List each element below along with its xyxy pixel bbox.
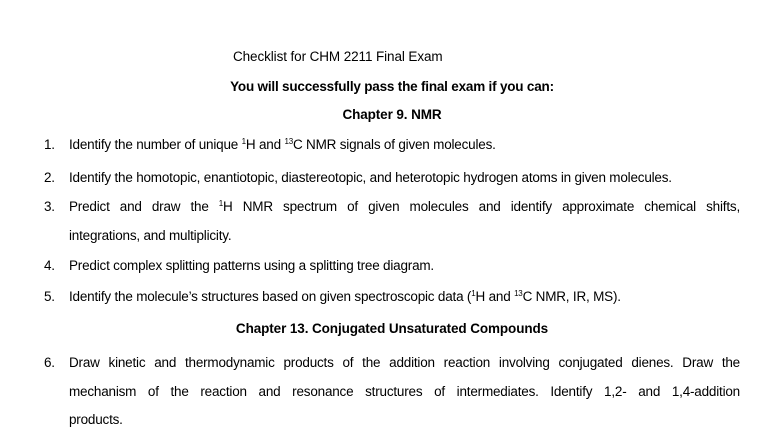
chapter-13-heading: Chapter 13. Conjugated Unsaturated Compounds [235,321,549,336]
item-text-line-2: mechanism of the reaction and resonance structures of intermediates. Identify 1,2- and 1,4-addition [69,384,740,399]
item-number: 6. [44,355,55,370]
document-subtitle: You will successfully pass the final exam if you can: [230,79,554,94]
item-number: 4. [44,258,55,273]
item-text-line-1: Predict and draw the $^1$H NMR spectrum of given molecules and identify approximate chemical shifts, [69,199,740,214]
item-text: Identify the number of unique $^1$H and $^{13}$C NMR signals of given molecules. [69,137,496,152]
item-number: 1. [44,137,55,152]
item-number: 5. [44,289,55,304]
chapter-9-heading: Chapter 9. NMR [342,107,442,122]
item-text: Predict complex splitting patterns using a splitting tree diagram. [69,258,434,273]
item-text-line-2: integrations, and multiplicity. [69,228,232,243]
item-text: Identify the homotopic, enantiotopic, diastereotopic, and heterotopic hydrogen atoms in given molecules. [69,170,672,185]
item-number: 3. [44,199,55,214]
document-title: Checklist for CHM 2211 Final Exam [233,49,443,64]
item-text-line-3: products. [69,412,123,427]
item-text: Identify the molecule’s structures based on given spectroscopic data ($^1$H and $^{13}$C NMR, IR, MS). [69,289,621,304]
item-text-line-1: Draw kinetic and thermodynamic products of the addition reaction involving conjugated dienes. Draw the [69,355,740,370]
item-number: 2. [44,170,55,185]
